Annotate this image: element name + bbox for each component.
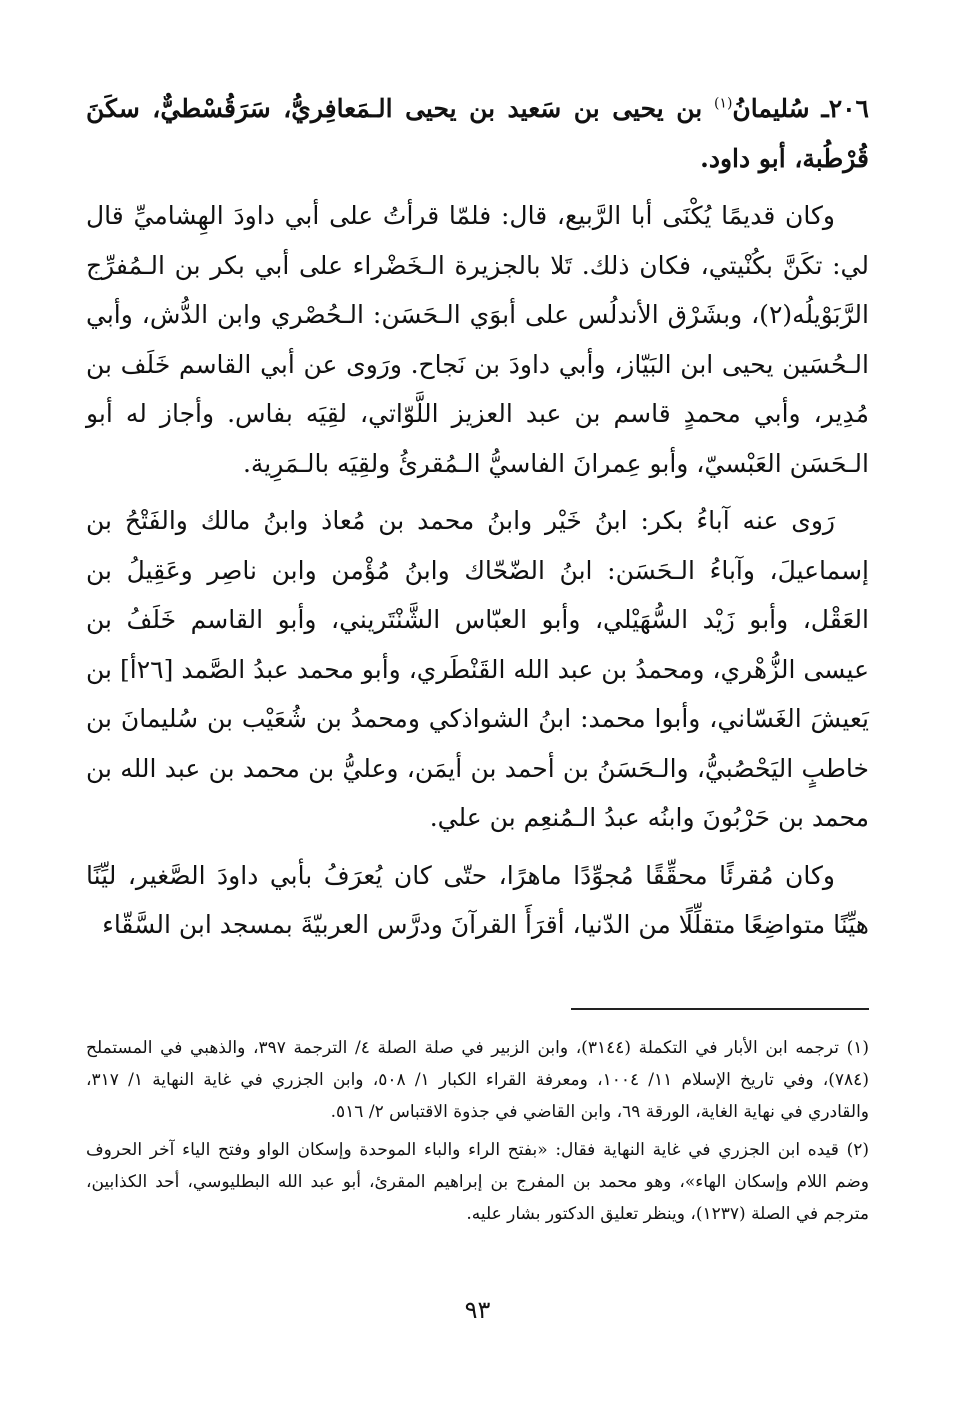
entry-name-rest: بن يحيى بن سَعيد بن يحيى الـمَعافِريُّ، سَرَقُسْطيٌّ، سكَنَ قُرْطُبة، أبو داود. [86,94,869,173]
footnote-separator [571,1008,869,1010]
entry-name: سُليمانُ [732,94,810,123]
paragraph-1: وكان قديمًا يُكْنَى أبا الرَّبيع، قال: فلمّا قرأتُ على أبي داودَ الهِشاميِّ قال لي: تكَنَّ بكُنْيتي، فكان ذلك. تَلا بالجزيرة الـخَضْراء على أبي بكر بن الـمُفرِّج الرَّبَوْيلُه(٢)، وبشَرْق الأندلُس على أبوَي الـحَسَن: الـحُصْري وابن الدُّش، وأبي الـحُسَين يحيى ابن البَيّاز، وأبي داودَ بن نَجاح. ورَوى عن أبي القاسم خَلَف بن مُدِير، وأبي محمدٍ قاسم بن عبد العزيز اللَّوّاتي، لقِيَه بفاس. وأجاز له أبو الـحَسَن العَبْسيّ، وأبو عِمرانَ الفاسيُّ الـمُقرئُ ولقِيَه بالـمَرِية. [86,201,869,478]
footnotes [86,1032,869,1230]
footnote-ref-1[interactable]: (١) [713,95,733,112]
entry-number: ٢٠٦ـ [821,94,869,123]
paragraph-3: وكان مُقرئًا محقِّقًا مُجوِّدًا ماهرًا، حتّى كان يُعرَفُ بأبي داودَ الصَّغير، ليِّنًا هيِّنًا متواضِعًا متقلِّلًا من الدّنيا، أقرَأَ القرآنَ ودرَّس العربيّةَ بمسجد ابن السَّقّاء [86,860,869,939]
paragraph-2: رَوى عنه آباءُ بكر: ابنُ خَيْر وابنُ محمد بن مُعاذ وابنُ مالك والفَتْحُ بن إسماعيلَ، وآباءُ الـحَسَن: ابنُ الضّحّاك وابنُ مُؤْمن وابن ناصِر وعَقِيلُ بن العَقْل، وأبو زَيْد السُّهَيْلي، وأبو العبّاس الشَّنْتَريني، وأبو القاسم خَلَفُ بن عيسى الزُّهْري، ومحمدُ بن عبد الله القَنْطَري، وأبو محمد عبدُ الصَّمد [٢٦أ] بن يَعيشَ الغَسّاني، وأبوا محمد: ابنُ الشواذكي ومحمدُ بن شُعَيْب بن سُليمانَ بن خاطبٍ اليَحْصُبيُّ، والـحَسَنُ بن أحمد بن أيمَن، وعليُّ بن محمد بن عبد الله بن محمد بن حَرْبُونَ وابنُه عبدُ الـمُنعِم بن علي. [86,506,869,832]
entry-heading [86,84,869,183]
page-number: ٩٣ [464,1296,491,1324]
footnote-1: (١) ترجمه ابن الأبار في التكملة (٣١٤٤)، وابن الزبير في صلة الصلة ٤/ الترجمة ٣٩٧، والذهبي في المستملح (٧٨٤)، وفي تاريخ الإسلام ١١/ ١٠٠٤، ومعرفة القراء الكبار ١/ ٥٠٨، وابن الجزري في غاية النهاية ١/ ٣١٧، والقادري في نهاية الغاية، الورقة ٦٩، وابن القاضي في جذوة الاقتباس ٢/ ٥١٦. [86,1037,869,1122]
main-text [86,84,869,950]
footnote-2: (٢) قيده ابن الجزري في غاية النهاية فقال: «بفتح الراء والباء الموحدة وإسكان الواو وفتح الياء آخر الحروف وضم اللام وإسكان الهاء»، وهو محمد بن المفرج بن إبراهيم المقرئ، أبو عبد الله البطليوسي، أحد الكذابين، مترجم في الصلة (١٢٣٧)، وينظر تعليق الدكتور بشار عليه. [86,1139,869,1224]
